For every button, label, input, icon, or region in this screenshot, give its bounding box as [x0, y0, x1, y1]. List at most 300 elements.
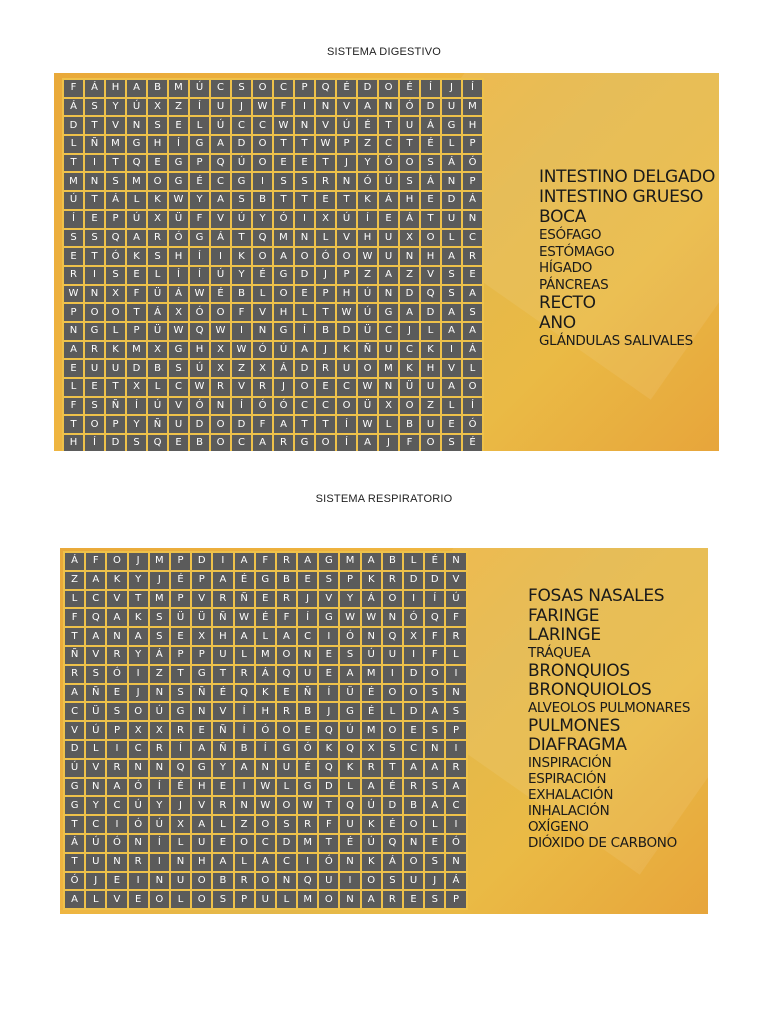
grid-cell[interactable]: S: [383, 873, 402, 890]
grid-cell[interactable]: Í: [421, 80, 440, 97]
grid-cell[interactable]: Ú: [190, 80, 209, 97]
grid-cell[interactable]: A: [446, 779, 465, 796]
grid-cell[interactable]: Ú: [337, 211, 356, 228]
grid-cell[interactable]: Á: [256, 666, 275, 683]
grid-cell[interactable]: S: [86, 666, 105, 683]
grid-cell[interactable]: E: [298, 572, 317, 589]
grid-cell[interactable]: F: [64, 80, 83, 97]
grid-cell[interactable]: H: [256, 703, 275, 720]
grid-cell[interactable]: G: [274, 323, 293, 340]
grid-cell[interactable]: Y: [253, 211, 272, 228]
grid-cell[interactable]: E: [213, 779, 232, 796]
grid-cell[interactable]: S: [169, 360, 188, 377]
grid-cell[interactable]: O: [277, 797, 296, 814]
grid-cell[interactable]: N: [340, 854, 359, 871]
grid-cell[interactable]: O: [211, 304, 230, 321]
grid-cell[interactable]: É: [425, 553, 444, 570]
grid-cell[interactable]: A: [442, 379, 461, 396]
grid-cell[interactable]: P: [337, 267, 356, 284]
grid-cell[interactable]: M: [169, 80, 188, 97]
grid-cell[interactable]: P: [64, 304, 83, 321]
grid-cell[interactable]: J: [425, 873, 444, 890]
grid-cell[interactable]: T: [337, 192, 356, 209]
grid-cell[interactable]: Á: [463, 192, 482, 209]
grid-cell[interactable]: Í: [235, 703, 254, 720]
grid-cell[interactable]: T: [85, 117, 104, 134]
grid-cell[interactable]: C: [253, 117, 272, 134]
grid-cell[interactable]: Y: [86, 797, 105, 814]
grid-cell[interactable]: L: [277, 891, 296, 908]
grid-cell[interactable]: A: [127, 230, 146, 247]
grid-cell[interactable]: A: [404, 760, 423, 777]
grid-cell[interactable]: Y: [150, 797, 169, 814]
grid-cell[interactable]: H: [358, 230, 377, 247]
grid-cell[interactable]: N: [337, 173, 356, 190]
grid-cell[interactable]: G: [298, 779, 317, 796]
grid-cell[interactable]: Ñ: [213, 741, 232, 758]
grid-cell[interactable]: S: [442, 435, 461, 451]
grid-cell[interactable]: R: [129, 854, 148, 871]
grid-cell[interactable]: L: [64, 136, 83, 153]
grid-cell[interactable]: C: [400, 342, 419, 359]
grid-cell[interactable]: E: [169, 435, 188, 451]
grid-cell[interactable]: L: [442, 136, 461, 153]
grid-cell[interactable]: S: [232, 80, 251, 97]
grid-cell[interactable]: G: [274, 267, 293, 284]
grid-cell[interactable]: W: [274, 117, 293, 134]
grid-cell[interactable]: C: [86, 816, 105, 833]
grid-cell[interactable]: T: [171, 666, 190, 683]
grid-cell[interactable]: K: [358, 192, 377, 209]
grid-cell[interactable]: S: [463, 304, 482, 321]
grid-cell[interactable]: U: [383, 647, 402, 664]
grid-cell[interactable]: A: [107, 779, 126, 796]
grid-cell[interactable]: R: [298, 816, 317, 833]
grid-cell[interactable]: N: [446, 685, 465, 702]
grid-cell[interactable]: K: [362, 854, 381, 871]
grid-cell[interactable]: Ú: [362, 835, 381, 852]
grid-cell[interactable]: V: [213, 703, 232, 720]
grid-cell[interactable]: Q: [298, 873, 317, 890]
grid-cell[interactable]: É: [337, 80, 356, 97]
grid-cell[interactable]: J: [316, 267, 335, 284]
grid-cell[interactable]: O: [148, 173, 167, 190]
grid-cell[interactable]: R: [85, 342, 104, 359]
grid-cell[interactable]: V: [192, 591, 211, 608]
grid-cell[interactable]: D: [64, 117, 83, 134]
grid-cell[interactable]: B: [232, 286, 251, 303]
grid-cell[interactable]: H: [192, 854, 211, 871]
grid-cell[interactable]: Ú: [362, 647, 381, 664]
grid-cell[interactable]: A: [211, 136, 230, 153]
grid-cell[interactable]: N: [129, 760, 148, 777]
grid-cell[interactable]: B: [148, 80, 167, 97]
grid-cell[interactable]: G: [169, 173, 188, 190]
grid-cell[interactable]: Y: [129, 572, 148, 589]
grid-cell[interactable]: U: [442, 99, 461, 116]
grid-cell[interactable]: D: [425, 572, 444, 589]
grid-cell[interactable]: F: [446, 609, 465, 626]
grid-cell[interactable]: V: [337, 99, 356, 116]
grid-cell[interactable]: G: [319, 609, 338, 626]
grid-cell[interactable]: T: [65, 816, 84, 833]
grid-cell[interactable]: É: [358, 117, 377, 134]
grid-cell[interactable]: U: [171, 873, 190, 890]
grid-cell[interactable]: Ó: [358, 173, 377, 190]
grid-cell[interactable]: Ó: [253, 398, 272, 415]
grid-cell[interactable]: Ó: [169, 230, 188, 247]
grid-cell[interactable]: Í: [150, 835, 169, 852]
grid-cell[interactable]: Q: [211, 155, 230, 172]
grid-cell[interactable]: S: [232, 192, 251, 209]
grid-cell[interactable]: J: [319, 703, 338, 720]
grid-cell[interactable]: U: [85, 360, 104, 377]
grid-cell[interactable]: G: [277, 741, 296, 758]
grid-cell[interactable]: K: [107, 572, 126, 589]
grid-cell[interactable]: É: [298, 760, 317, 777]
grid-cell[interactable]: Í: [171, 741, 190, 758]
grid-cell[interactable]: Ü: [148, 323, 167, 340]
grid-cell[interactable]: V: [232, 379, 251, 396]
grid-cell[interactable]: O: [253, 155, 272, 172]
grid-cell[interactable]: Y: [232, 267, 251, 284]
grid-cell[interactable]: L: [127, 192, 146, 209]
grid-cell[interactable]: Q: [340, 741, 359, 758]
grid-cell[interactable]: X: [404, 628, 423, 645]
grid-cell[interactable]: L: [316, 230, 335, 247]
grid-cell[interactable]: Z: [421, 398, 440, 415]
grid-cell[interactable]: D: [404, 666, 423, 683]
grid-cell[interactable]: A: [425, 703, 444, 720]
grid-cell[interactable]: J: [129, 685, 148, 702]
grid-cell[interactable]: Ú: [362, 797, 381, 814]
grid-cell[interactable]: H: [400, 192, 419, 209]
grid-cell[interactable]: C: [316, 398, 335, 415]
grid-cell[interactable]: Q: [319, 722, 338, 739]
grid-cell[interactable]: J: [274, 379, 293, 396]
grid-cell[interactable]: I: [253, 173, 272, 190]
grid-cell[interactable]: Ú: [65, 760, 84, 777]
grid-cell[interactable]: F: [253, 416, 272, 433]
grid-cell[interactable]: Y: [213, 760, 232, 777]
grid-cell[interactable]: N: [379, 379, 398, 396]
grid-cell[interactable]: Ú: [190, 360, 209, 377]
grid-cell[interactable]: B: [235, 741, 254, 758]
grid-cell[interactable]: P: [295, 80, 314, 97]
grid-cell[interactable]: G: [65, 779, 84, 796]
grid-cell[interactable]: A: [442, 323, 461, 340]
grid-cell[interactable]: I: [232, 323, 251, 340]
grid-cell[interactable]: A: [256, 854, 275, 871]
grid-cell[interactable]: Ú: [211, 267, 230, 284]
grid-cell[interactable]: A: [65, 891, 84, 908]
grid-cell[interactable]: W: [253, 99, 272, 116]
grid-cell[interactable]: Q: [319, 760, 338, 777]
grid-cell[interactable]: I: [235, 779, 254, 796]
grid-cell[interactable]: E: [107, 873, 126, 890]
grid-cell[interactable]: Á: [148, 304, 167, 321]
grid-cell[interactable]: Ü: [358, 398, 377, 415]
grid-cell[interactable]: É: [256, 609, 275, 626]
grid-cell[interactable]: S: [340, 647, 359, 664]
grid-cell[interactable]: U: [421, 416, 440, 433]
grid-cell[interactable]: D: [337, 323, 356, 340]
grid-cell[interactable]: T: [383, 760, 402, 777]
grid-cell[interactable]: Ó: [107, 666, 126, 683]
grid-cell[interactable]: U: [379, 248, 398, 265]
grid-cell[interactable]: B: [316, 323, 335, 340]
grid-cell[interactable]: X: [127, 379, 146, 396]
grid-cell[interactable]: J: [129, 553, 148, 570]
grid-cell[interactable]: I: [442, 342, 461, 359]
grid-cell[interactable]: U: [298, 666, 317, 683]
grid-cell[interactable]: G: [169, 342, 188, 359]
grid-cell[interactable]: W: [362, 609, 381, 626]
grid-cell[interactable]: J: [379, 435, 398, 451]
grid-cell[interactable]: U: [379, 342, 398, 359]
grid-cell[interactable]: G: [192, 760, 211, 777]
grid-cell[interactable]: Q: [316, 80, 335, 97]
grid-cell[interactable]: S: [85, 230, 104, 247]
grid-cell[interactable]: N: [85, 173, 104, 190]
grid-cell[interactable]: Ú: [379, 173, 398, 190]
grid-cell[interactable]: X: [316, 211, 335, 228]
grid-cell[interactable]: S: [425, 722, 444, 739]
grid-cell[interactable]: Á: [106, 192, 125, 209]
grid-cell[interactable]: T: [295, 136, 314, 153]
grid-cell[interactable]: Ó: [65, 873, 84, 890]
grid-cell[interactable]: M: [106, 136, 125, 153]
grid-cell[interactable]: L: [64, 379, 83, 396]
grid-cell[interactable]: R: [274, 435, 293, 451]
grid-cell[interactable]: Ó: [256, 722, 275, 739]
grid-cell[interactable]: M: [298, 835, 317, 852]
grid-cell[interactable]: M: [127, 342, 146, 359]
grid-cell[interactable]: U: [319, 873, 338, 890]
grid-cell[interactable]: C: [298, 628, 317, 645]
grid-cell[interactable]: I: [446, 741, 465, 758]
grid-cell[interactable]: P: [337, 136, 356, 153]
grid-cell[interactable]: Á: [421, 173, 440, 190]
grid-cell[interactable]: Á: [362, 591, 381, 608]
grid-cell[interactable]: E: [316, 192, 335, 209]
grid-cell[interactable]: S: [446, 703, 465, 720]
grid-cell[interactable]: Í: [298, 609, 317, 626]
grid-cell[interactable]: K: [148, 192, 167, 209]
grid-cell[interactable]: T: [85, 248, 104, 265]
grid-cell[interactable]: C: [107, 797, 126, 814]
grid-cell[interactable]: E: [256, 591, 275, 608]
grid-cell[interactable]: E: [192, 722, 211, 739]
grid-cell[interactable]: U: [379, 230, 398, 247]
grid-cell[interactable]: N: [379, 286, 398, 303]
grid-cell[interactable]: Ú: [211, 117, 230, 134]
grid-cell[interactable]: L: [106, 323, 125, 340]
grid-cell[interactable]: L: [295, 304, 314, 321]
grid-cell[interactable]: Í: [319, 685, 338, 702]
grid-cell[interactable]: A: [358, 435, 377, 451]
grid-cell[interactable]: T: [316, 416, 335, 433]
grid-cell[interactable]: F: [277, 609, 296, 626]
grid-cell[interactable]: S: [425, 854, 444, 871]
grid-cell[interactable]: Ó: [190, 398, 209, 415]
grid-cell[interactable]: A: [463, 286, 482, 303]
grid-cell[interactable]: S: [319, 572, 338, 589]
grid-cell[interactable]: E: [295, 155, 314, 172]
grid-cell[interactable]: Ú: [358, 304, 377, 321]
grid-cell[interactable]: L: [213, 816, 232, 833]
grid-cell[interactable]: G: [232, 173, 251, 190]
grid-cell[interactable]: C: [86, 591, 105, 608]
grid-cell[interactable]: D: [232, 136, 251, 153]
grid-cell[interactable]: T: [274, 136, 293, 153]
grid-cell[interactable]: A: [379, 267, 398, 284]
grid-cell[interactable]: Ú: [86, 722, 105, 739]
grid-cell[interactable]: Q: [127, 155, 146, 172]
grid-cell[interactable]: O: [253, 136, 272, 153]
grid-cell[interactable]: V: [421, 267, 440, 284]
grid-cell[interactable]: C: [129, 741, 148, 758]
grid-cell[interactable]: K: [337, 342, 356, 359]
grid-cell[interactable]: Ó: [379, 155, 398, 172]
grid-cell[interactable]: Ú: [274, 342, 293, 359]
grid-cell[interactable]: U: [400, 117, 419, 134]
grid-cell[interactable]: Ó: [404, 609, 423, 626]
grid-cell[interactable]: A: [65, 685, 84, 702]
grid-cell[interactable]: I: [446, 816, 465, 833]
grid-cell[interactable]: I: [211, 248, 230, 265]
grid-cell[interactable]: E: [319, 666, 338, 683]
grid-cell[interactable]: O: [256, 816, 275, 833]
grid-cell[interactable]: L: [442, 398, 461, 415]
grid-cell[interactable]: Ú: [150, 703, 169, 720]
grid-cell[interactable]: S: [127, 435, 146, 451]
grid-cell[interactable]: Q: [171, 760, 190, 777]
grid-cell[interactable]: Ó: [340, 628, 359, 645]
grid-cell[interactable]: A: [107, 609, 126, 626]
grid-cell[interactable]: W: [232, 342, 251, 359]
grid-cell[interactable]: Ú: [446, 591, 465, 608]
grid-cell[interactable]: H: [337, 286, 356, 303]
grid-cell[interactable]: S: [425, 891, 444, 908]
grid-cell[interactable]: F: [400, 435, 419, 451]
grid-cell[interactable]: A: [274, 248, 293, 265]
grid-cell[interactable]: N: [150, 873, 169, 890]
grid-cell[interactable]: S: [421, 155, 440, 172]
grid-cell[interactable]: R: [383, 891, 402, 908]
grid-cell[interactable]: M: [256, 647, 275, 664]
grid-cell[interactable]: A: [362, 553, 381, 570]
grid-cell[interactable]: T: [129, 591, 148, 608]
grid-cell[interactable]: Z: [358, 136, 377, 153]
grid-cell[interactable]: Ú: [127, 99, 146, 116]
grid-cell[interactable]: M: [127, 173, 146, 190]
grid-cell[interactable]: N: [446, 553, 465, 570]
grid-cell[interactable]: W: [256, 797, 275, 814]
grid-cell[interactable]: I: [129, 666, 148, 683]
grid-cell[interactable]: K: [106, 342, 125, 359]
grid-cell[interactable]: O: [253, 80, 272, 97]
grid-cell[interactable]: O: [106, 304, 125, 321]
grid-cell[interactable]: S: [148, 117, 167, 134]
grid-cell[interactable]: N: [86, 779, 105, 796]
grid-cell[interactable]: W: [211, 323, 230, 340]
grid-cell[interactable]: Ó: [463, 155, 482, 172]
grid-cell[interactable]: C: [211, 173, 230, 190]
grid-cell[interactable]: U: [340, 816, 359, 833]
grid-cell[interactable]: A: [213, 572, 232, 589]
grid-cell[interactable]: Q: [425, 609, 444, 626]
grid-cell[interactable]: X: [253, 360, 272, 377]
grid-cell[interactable]: Á: [400, 211, 419, 228]
grid-cell[interactable]: N: [107, 628, 126, 645]
grid-cell[interactable]: Í: [235, 722, 254, 739]
grid-cell[interactable]: J: [171, 797, 190, 814]
grid-cell[interactable]: G: [190, 136, 209, 153]
grid-cell[interactable]: P: [340, 572, 359, 589]
grid-cell[interactable]: M: [150, 553, 169, 570]
grid-cell[interactable]: T: [64, 155, 83, 172]
grid-cell[interactable]: Ñ: [106, 398, 125, 415]
grid-cell[interactable]: T: [106, 379, 125, 396]
grid-cell[interactable]: M: [340, 553, 359, 570]
grid-cell[interactable]: H: [106, 80, 125, 97]
grid-cell[interactable]: W: [256, 779, 275, 796]
grid-cell[interactable]: H: [213, 628, 232, 645]
grid-cell[interactable]: L: [171, 891, 190, 908]
grid-cell[interactable]: I: [150, 854, 169, 871]
grid-cell[interactable]: D: [421, 304, 440, 321]
grid-cell[interactable]: G: [340, 703, 359, 720]
grid-cell[interactable]: Ó: [274, 211, 293, 228]
grid-cell[interactable]: Ó: [298, 741, 317, 758]
grid-cell[interactable]: I: [107, 816, 126, 833]
grid-cell[interactable]: D: [404, 703, 423, 720]
grid-cell[interactable]: Ó: [190, 304, 209, 321]
grid-cell[interactable]: Í: [127, 398, 146, 415]
grid-cell[interactable]: I: [107, 741, 126, 758]
grid-cell[interactable]: T: [64, 416, 83, 433]
grid-cell[interactable]: Z: [235, 816, 254, 833]
grid-cell[interactable]: N: [379, 99, 398, 116]
grid-cell[interactable]: Ñ: [65, 647, 84, 664]
grid-cell[interactable]: O: [295, 379, 314, 396]
grid-cell[interactable]: K: [232, 248, 251, 265]
grid-cell[interactable]: Y: [358, 155, 377, 172]
grid-cell[interactable]: I: [298, 854, 317, 871]
grid-cell[interactable]: U: [442, 211, 461, 228]
grid-cell[interactable]: G: [171, 703, 190, 720]
grid-cell[interactable]: O: [85, 304, 104, 321]
grid-cell[interactable]: Ó: [253, 342, 272, 359]
grid-cell[interactable]: Í: [169, 136, 188, 153]
grid-cell[interactable]: O: [129, 703, 148, 720]
grid-cell[interactable]: A: [295, 342, 314, 359]
grid-cell[interactable]: W: [190, 286, 209, 303]
grid-cell[interactable]: J: [232, 99, 251, 116]
grid-cell[interactable]: É: [340, 835, 359, 852]
grid-cell[interactable]: F: [127, 286, 146, 303]
grid-cell[interactable]: R: [277, 591, 296, 608]
grid-cell[interactable]: A: [192, 816, 211, 833]
grid-cell[interactable]: R: [316, 360, 335, 377]
grid-cell[interactable]: O: [337, 248, 356, 265]
grid-cell[interactable]: T: [421, 211, 440, 228]
grid-cell[interactable]: D: [404, 572, 423, 589]
grid-cell[interactable]: N: [235, 797, 254, 814]
grid-cell[interactable]: R: [235, 666, 254, 683]
grid-cell[interactable]: A: [298, 553, 317, 570]
